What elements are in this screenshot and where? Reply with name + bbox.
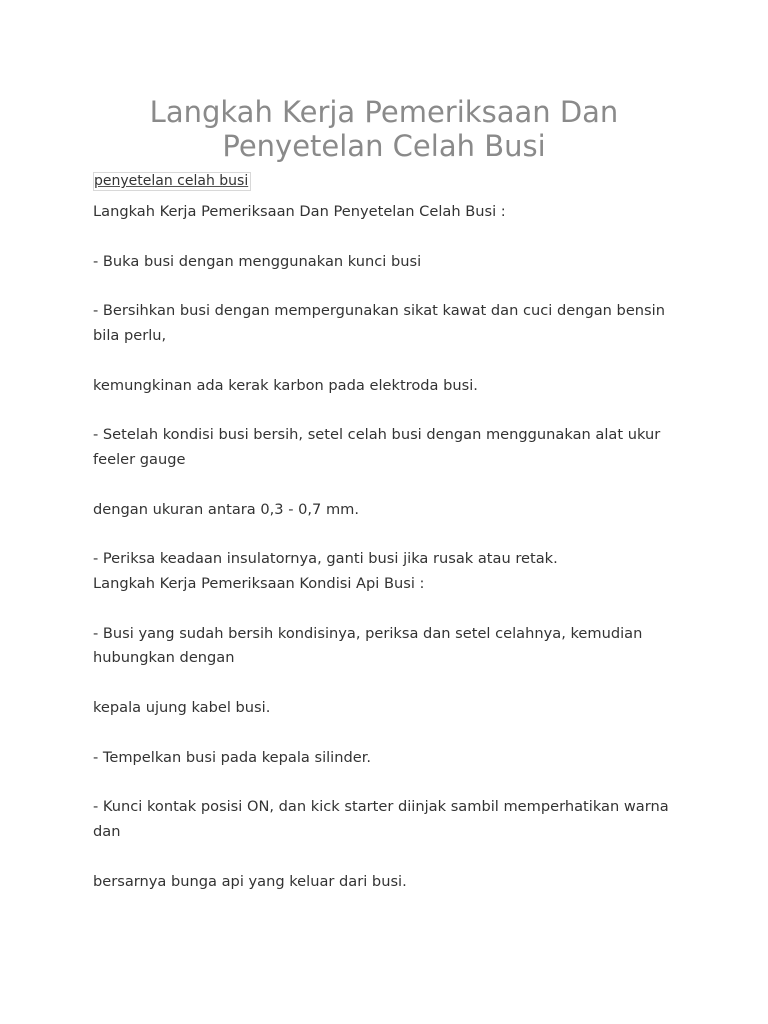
paragraph: - Kunci kontak posisi ON, dan kick starter diinjak sambil memperhatikan warna dan xyxy=(93,798,669,840)
title-line-2: Penyetelan Celah Busi xyxy=(222,129,546,163)
paragraph: - Tempelkan busi pada kepala silinder. xyxy=(93,748,372,766)
paragraph: - Setelah kondisi busi bersih, setel celah busi dengan menggunakan alat ukur feeler gauge xyxy=(93,426,661,468)
paragraph: Langkah Kerja Pemeriksaan Kondisi Api Busi : xyxy=(93,574,425,592)
document-title xyxy=(93,95,675,163)
document-body xyxy=(93,200,678,894)
paragraph: - Busi yang sudah bersih kondisinya, periksa dan setel celahnya, kemudian hubungkan dengan xyxy=(93,624,643,667)
paragraph-spacer xyxy=(93,473,678,498)
paragraph-spacer xyxy=(93,845,678,870)
paragraph-spacer xyxy=(93,671,678,696)
paragraph: kemungkinan ada kerak karbon pada elektroda busi. xyxy=(93,376,478,394)
paragraph: - Bersihkan busi dengan mempergunakan sikat kawat dan cuci dengan bensin bila perlu, xyxy=(93,302,665,344)
paragraph: - Buka busi dengan menggunakan kunci busi xyxy=(93,252,422,270)
paragraph: kepala ujung kabel busi. xyxy=(93,698,271,716)
paragraph-spacer xyxy=(93,597,678,622)
paragraph-spacer xyxy=(93,225,678,250)
image-caption-link[interactable]: penyetelan celah busi xyxy=(93,172,251,191)
paragraph: bersarnya bunga api yang keluar dari busi. xyxy=(93,872,407,890)
paragraph-spacer xyxy=(93,721,678,746)
paragraph: Langkah Kerja Pemeriksaan Dan Penyetelan Celah Busi : xyxy=(93,203,506,220)
paragraph: dengan ukuran antara 0,3 - 0,7 mm. xyxy=(93,500,360,518)
paragraph-spacer xyxy=(93,274,678,299)
paragraph: - Periksa keadaan insulatornya, ganti busi jika rusak atau retak. xyxy=(93,550,558,568)
paragraph-spacer xyxy=(93,522,678,547)
paragraph-spacer xyxy=(93,349,678,374)
title-line-1: Langkah Kerja Pemeriksaan Dan xyxy=(149,95,619,129)
paragraph-spacer xyxy=(93,770,678,795)
paragraph-spacer xyxy=(93,398,678,423)
